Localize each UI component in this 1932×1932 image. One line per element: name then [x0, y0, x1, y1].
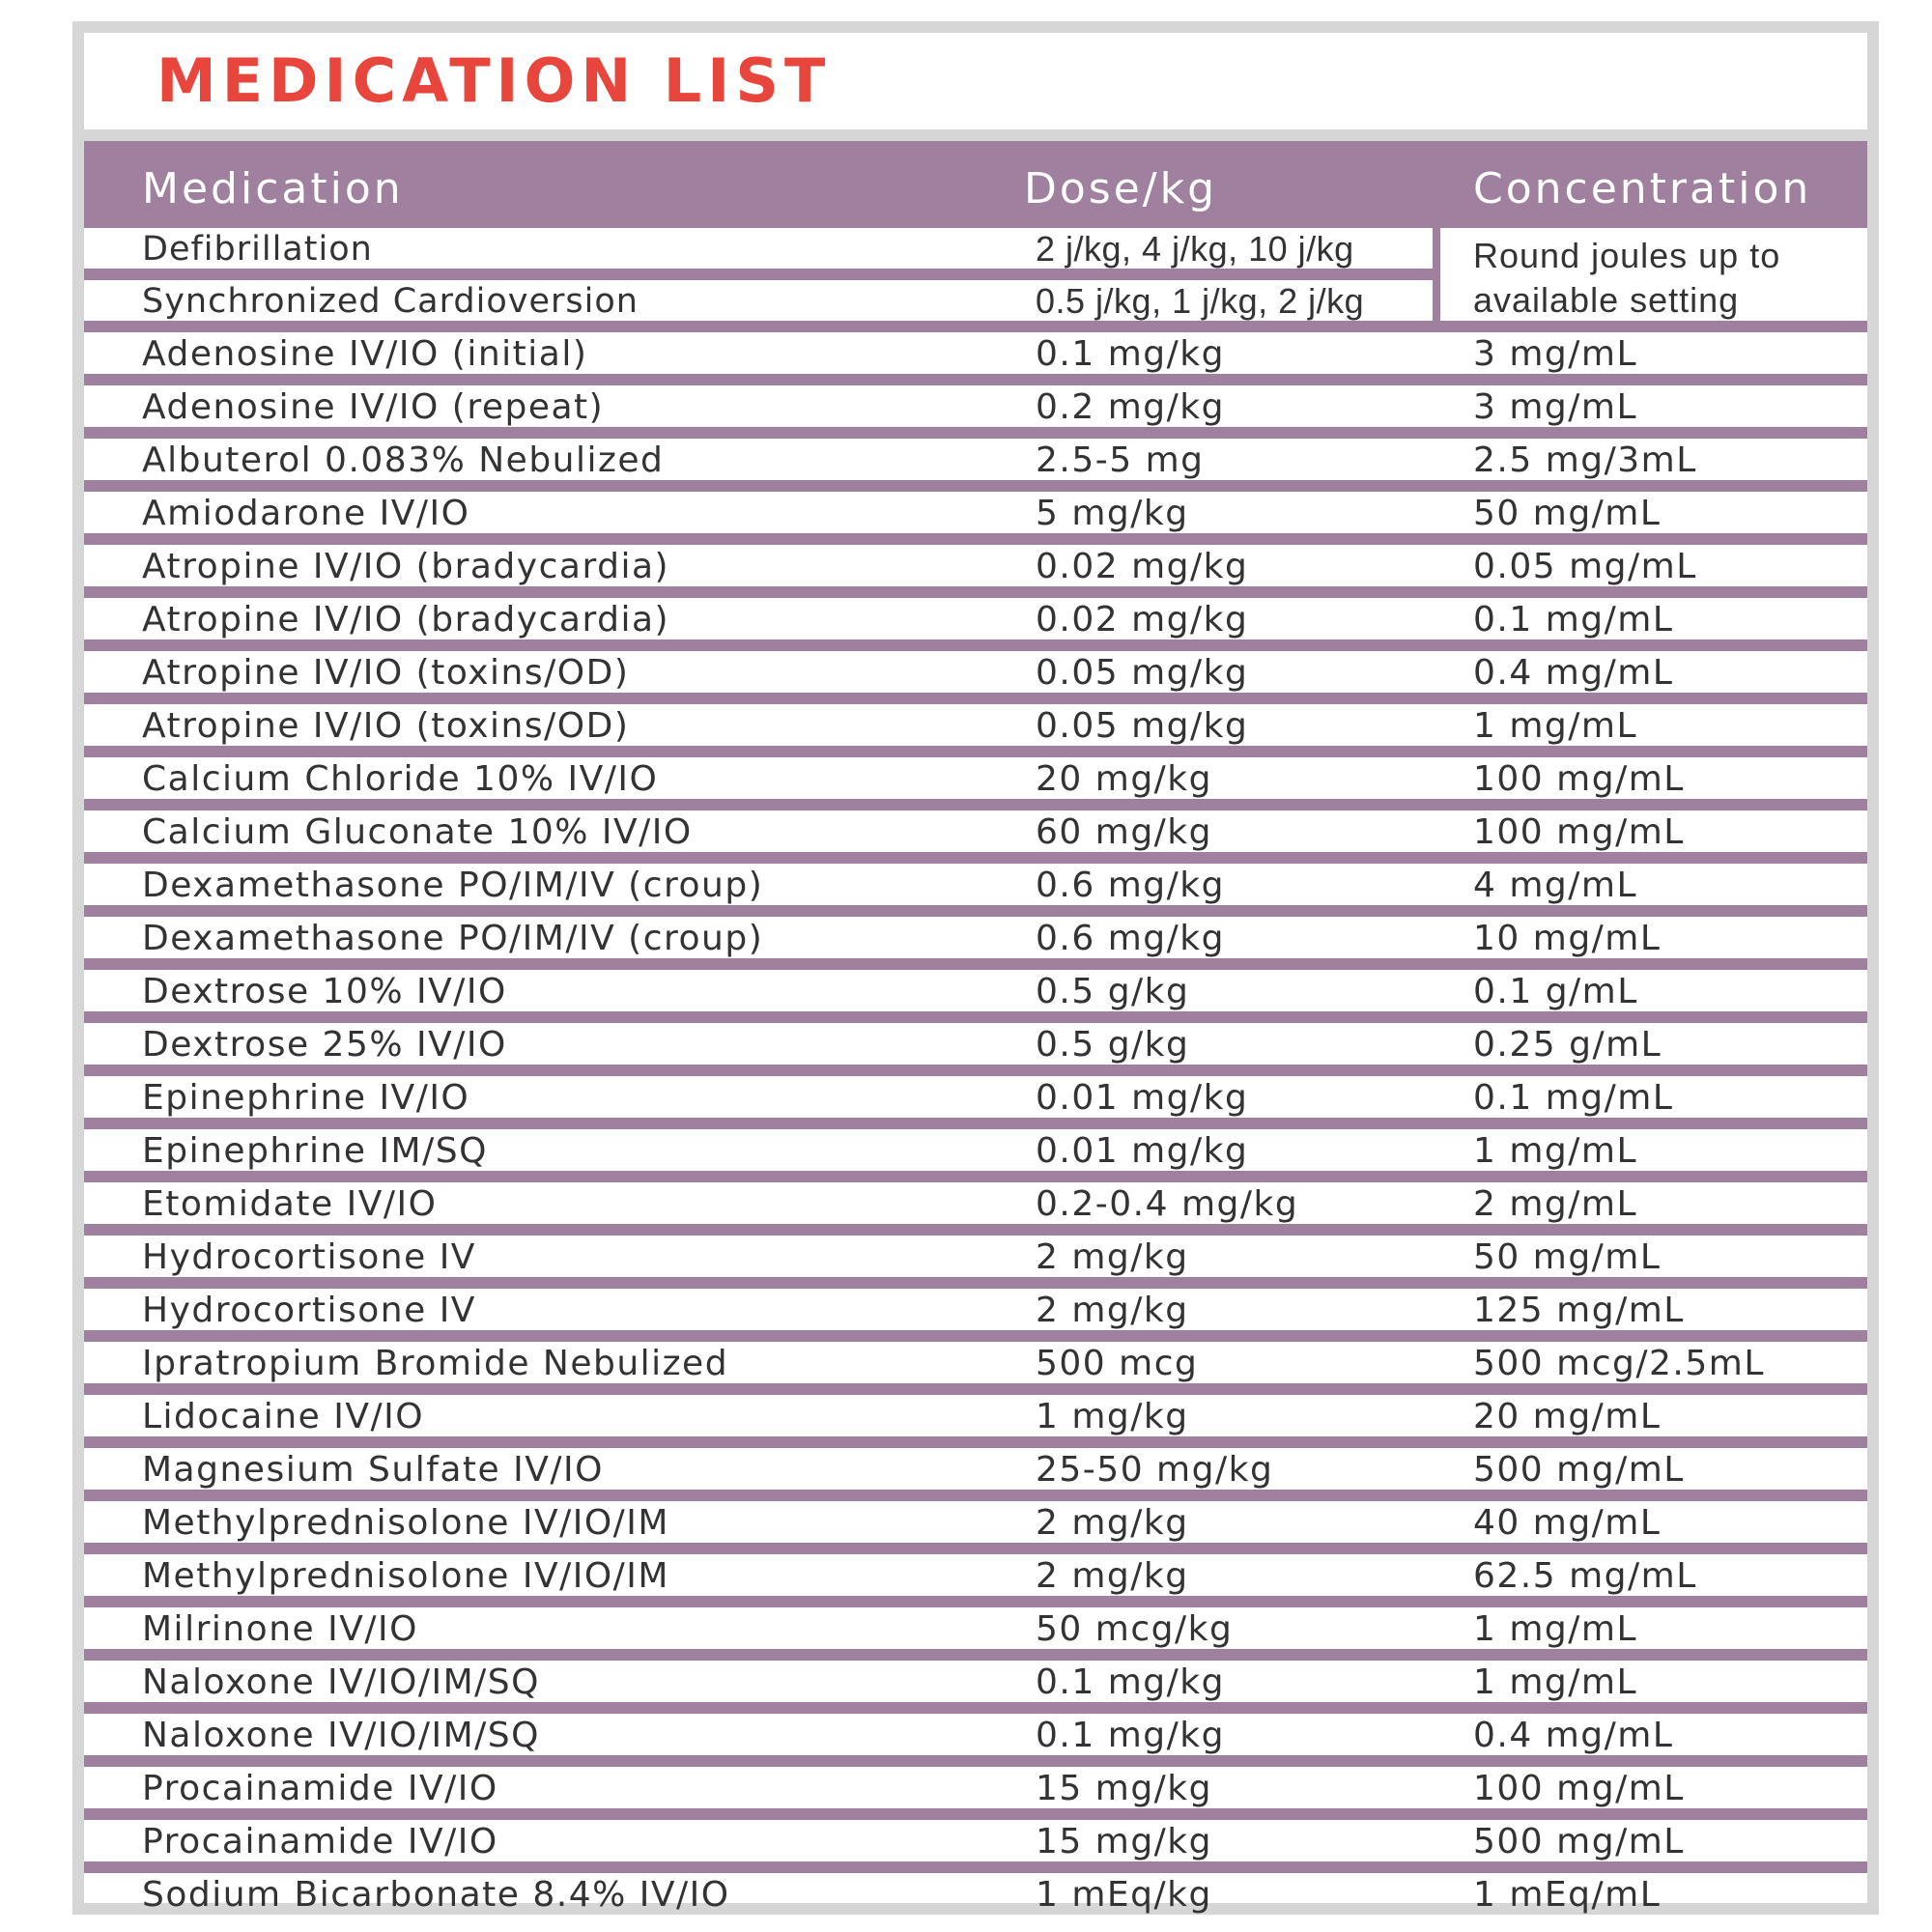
table-row — [84, 385, 1867, 439]
medication-cell: Epinephrine IM/SQ — [142, 1131, 488, 1171]
dose-cell: 0.2-0.4 mg/kg — [1036, 1184, 1299, 1224]
dose-cell: 2 mg/kg — [1036, 1503, 1189, 1543]
table-row — [84, 1554, 1867, 1607]
medication-cell: Epinephrine IV/IO — [142, 1078, 470, 1118]
concentration-cell: 1 mEq/mL — [1473, 1875, 1662, 1915]
concentration-cell: 125 mg/mL — [1473, 1291, 1685, 1330]
table-row — [84, 492, 1867, 545]
medication-cell: Sodium Bicarbonate 8.4% IV/IO — [142, 1875, 730, 1915]
row-divider — [84, 321, 1867, 332]
dose-cell: 0.1 mg/kg — [1036, 334, 1225, 374]
title-bar — [84, 33, 1867, 141]
table-row — [84, 970, 1867, 1023]
dose-cell: 2 mg/kg — [1036, 1237, 1189, 1277]
concentration-cell: 20 mg/mL — [1473, 1397, 1662, 1436]
table-row — [84, 1236, 1867, 1289]
table-row — [84, 917, 1867, 970]
table-row — [84, 1820, 1867, 1873]
dose-cell: 0.5 g/kg — [1036, 1025, 1190, 1065]
concentration-cell: 500 mcg/2.5mL — [1473, 1344, 1765, 1383]
medication-cell: Lidocaine IV/IO — [142, 1397, 425, 1436]
concentration-cell: 500 mg/mL — [1473, 1450, 1685, 1490]
dose-cell: 0.02 mg/kg — [1036, 600, 1249, 639]
dose-cell: 2 mg/kg — [1036, 1291, 1189, 1330]
joules-note: Round joules up to available setting — [1473, 236, 1781, 320]
medication-cell: Adenosine IV/IO (repeat) — [142, 387, 605, 427]
dose-cell: 25-50 mg/kg — [1036, 1450, 1274, 1490]
dose-cell: 0.6 mg/kg — [1036, 866, 1225, 905]
table-row — [84, 1607, 1867, 1661]
table-row — [84, 1076, 1867, 1129]
medication-cell: Dextrose 25% IV/IO — [142, 1025, 507, 1065]
medication-cell: Atropine IV/IO (toxins/OD) — [142, 653, 630, 693]
table-row — [84, 1395, 1867, 1448]
dose-cell: 1 mEq/kg — [1036, 1875, 1212, 1915]
column-header-dose: Dose/kg — [1024, 164, 1218, 213]
medication-cell: Dextrose 10% IV/IO — [142, 972, 507, 1011]
table-row — [84, 332, 1867, 385]
medication-cell: Synchronized Cardioversion — [142, 282, 639, 321]
concentration-cell: 100 mg/mL — [1473, 812, 1685, 852]
concentration-cell: 0.1 mg/mL — [1473, 1078, 1674, 1118]
concentration-cell: 3 mg/mL — [1473, 387, 1638, 427]
medication-cell: Albuterol 0.083% Nebulized — [142, 440, 665, 480]
concentration-cell: 0.1 g/mL — [1473, 972, 1638, 1011]
concentration-cell: 50 mg/mL — [1473, 1237, 1662, 1277]
dose-cell: 15 mg/kg — [1036, 1822, 1212, 1861]
concentration-cell: 1 mg/mL — [1473, 1131, 1638, 1171]
dose-cell: 0.2 mg/kg — [1036, 387, 1225, 427]
electrical-therapy-block — [84, 228, 1867, 332]
medication-cell: Defibrillation — [142, 230, 373, 269]
concentration-cell: 0.4 mg/mL — [1473, 1716, 1674, 1755]
medication-cell: Amiodarone IV/IO — [142, 494, 470, 533]
medication-cell: Dexamethasone PO/IM/IV (croup) — [142, 919, 764, 958]
table-header — [84, 141, 1867, 228]
medication-cell: Ipratropium Bromide Nebulized — [142, 1344, 729, 1383]
medication-cell: Milrinone IV/IO — [142, 1609, 418, 1649]
medication-cell: Dexamethasone PO/IM/IV (croup) — [142, 866, 764, 905]
table-row — [84, 1129, 1867, 1182]
dose-cell: 0.5 j/kg, 1 j/kg, 2 j/kg — [1036, 281, 1365, 321]
concentration-cell: 0.4 mg/mL — [1473, 653, 1674, 693]
medication-cell: Adenosine IV/IO (initial) — [142, 334, 588, 374]
medication-table — [84, 141, 1867, 1915]
medication-cell: Hydrocortisone IV — [142, 1291, 476, 1330]
dose-cell: 2 j/kg, 4 j/kg, 10 j/kg — [1036, 229, 1354, 269]
column-divider — [1433, 228, 1440, 332]
dose-cell: 2.5-5 mg — [1036, 440, 1205, 480]
concentration-cell: 1 mg/mL — [1473, 1609, 1638, 1649]
medication-cell: Etomidate IV/IO — [142, 1184, 438, 1224]
table-row — [84, 1448, 1867, 1501]
medication-cell: Atropine IV/IO (bradycardia) — [142, 600, 670, 639]
concentration-cell: 3 mg/mL — [1473, 334, 1638, 374]
dose-cell: 0.6 mg/kg — [1036, 919, 1225, 958]
concentration-cell: 100 mg/mL — [1473, 759, 1685, 799]
concentration-cell: 0.25 g/mL — [1473, 1025, 1662, 1065]
dose-cell: 20 mg/kg — [1036, 759, 1212, 799]
dose-cell: 0.05 mg/kg — [1036, 706, 1249, 746]
dose-cell: 0.1 mg/kg — [1036, 1716, 1225, 1755]
table-row — [84, 757, 1867, 810]
medication-cell: Calcium Chloride 10% IV/IO — [142, 759, 659, 799]
concentration-cell: 50 mg/mL — [1473, 494, 1662, 533]
medication-cell: Magnesium Sulfate IV/IO — [142, 1450, 604, 1490]
dose-cell: 1 mg/kg — [1036, 1397, 1189, 1436]
table-row — [84, 228, 1433, 280]
concentration-cell: 100 mg/mL — [1473, 1769, 1685, 1808]
dose-cell: 0.01 mg/kg — [1036, 1131, 1249, 1171]
concentration-cell: 1 mg/mL — [1473, 706, 1638, 746]
medication-cell: Atropine IV/IO (toxins/OD) — [142, 706, 630, 746]
table-row — [84, 1023, 1867, 1076]
table-row — [84, 704, 1867, 757]
dose-cell: 0.5 g/kg — [1036, 972, 1190, 1011]
dose-cell: 500 mcg — [1036, 1344, 1199, 1383]
concentration-cell: 500 mg/mL — [1473, 1822, 1685, 1861]
page-title: MEDICATION LIST — [156, 45, 832, 116]
column-header-medication: Medication — [142, 164, 404, 213]
table-row — [84, 439, 1867, 492]
table-row — [84, 810, 1867, 864]
medication-rows — [84, 332, 1867, 1915]
dose-cell: 60 mg/kg — [1036, 812, 1212, 852]
table-row — [84, 864, 1867, 917]
table-row — [84, 545, 1867, 598]
table-row — [84, 1661, 1867, 1714]
dose-cell: 0.02 mg/kg — [1036, 547, 1249, 586]
dose-cell: 50 mcg/kg — [1036, 1609, 1234, 1649]
medication-cell: Hydrocortisone IV — [142, 1237, 476, 1277]
table-row — [84, 1873, 1867, 1915]
table-row — [84, 1342, 1867, 1395]
concentration-cell: 10 mg/mL — [1473, 919, 1662, 958]
medication-cell: Atropine IV/IO (bradycardia) — [142, 547, 670, 586]
dose-cell: 5 mg/kg — [1036, 494, 1189, 533]
concentration-cell: 4 mg/mL — [1473, 866, 1638, 905]
concentration-cell: 1 mg/mL — [1473, 1662, 1638, 1702]
dose-cell: 0.01 mg/kg — [1036, 1078, 1249, 1118]
medication-cell: Naloxone IV/IO/IM/SQ — [142, 1716, 540, 1755]
dose-cell: 2 mg/kg — [1036, 1556, 1189, 1596]
table-row — [84, 1767, 1867, 1820]
concentration-cell: 0.1 mg/mL — [1473, 600, 1674, 639]
table-row — [84, 598, 1867, 651]
table-row — [84, 1289, 1867, 1342]
table-row — [84, 1182, 1867, 1236]
concentration-cell: 0.05 mg/mL — [1473, 547, 1697, 586]
concentration-cell: 2.5 mg/3mL — [1473, 440, 1697, 480]
dose-cell: 0.1 mg/kg — [1036, 1662, 1225, 1702]
medication-cell: Methylprednisolone IV/IO/IM — [142, 1503, 669, 1543]
medication-cell: Methylprednisolone IV/IO/IM — [142, 1556, 669, 1596]
medication-cell: Procainamide IV/IO — [142, 1769, 498, 1808]
medication-cell: Calcium Gluconate 10% IV/IO — [142, 812, 693, 852]
concentration-cell: 40 mg/mL — [1473, 1503, 1662, 1543]
column-header-concentration: Concentration — [1473, 164, 1812, 213]
table-row — [84, 651, 1867, 704]
table-row — [84, 1714, 1867, 1767]
concentration-cell: 62.5 mg/mL — [1473, 1556, 1697, 1596]
dose-cell: 15 mg/kg — [1036, 1769, 1212, 1808]
medication-cell: Procainamide IV/IO — [142, 1822, 498, 1861]
dose-cell: 0.05 mg/kg — [1036, 653, 1249, 693]
concentration-cell: 2 mg/mL — [1473, 1184, 1638, 1224]
table-row — [84, 1501, 1867, 1554]
medication-cell: Naloxone IV/IO/IM/SQ — [142, 1662, 540, 1702]
medication-list-card — [72, 21, 1879, 1915]
